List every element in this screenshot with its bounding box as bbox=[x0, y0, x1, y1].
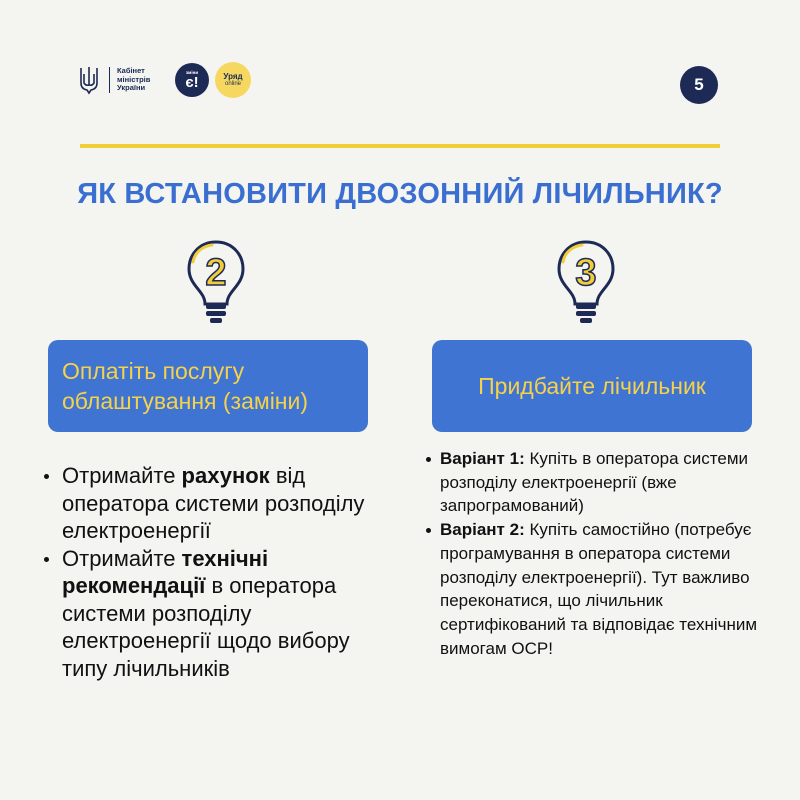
trident-icon bbox=[78, 65, 100, 95]
step-2-heading-line: облаштування (заміни) bbox=[62, 388, 309, 414]
list-item: Варіант 2: Купіть самостійно (потребує програмування в оператора системи розподілу електроенергії). Тут важливо переконатися, що лічильник сертифікований та відповідає технічним вимогам ОСР! bbox=[422, 518, 767, 660]
lightbulb-icon bbox=[184, 238, 248, 328]
step-2-list bbox=[38, 462, 378, 682]
step-3-heading-box bbox=[432, 340, 752, 432]
list-item: Отримайте рахунок від оператора системи розподілу електроенергії bbox=[38, 462, 378, 545]
uriad-online-logo: Уряд online bbox=[215, 62, 251, 98]
cabinet-logo-text: Кабінет міністрів України bbox=[117, 66, 151, 93]
list-item: Отримайте технічні рекомендації в оператора системи розподілу електроенергії щодо вибору типу лічильників bbox=[38, 545, 378, 683]
page-title: ЯК ВСТАНОВИТИ ДВОЗОННИЙ ЛІЧИЛЬНИК? bbox=[77, 178, 723, 210]
header-logos bbox=[78, 58, 251, 102]
zminy-logo: зміни є! bbox=[175, 63, 209, 97]
lightbulb-icon bbox=[554, 238, 618, 328]
step-2-heading-box bbox=[48, 340, 368, 432]
logo-divider bbox=[109, 67, 110, 93]
step-3-heading-line: Придбайте лічильник bbox=[478, 373, 706, 399]
svg-text:3: 3 bbox=[575, 252, 597, 294]
step-2-heading-line: Оплатіть послугу bbox=[62, 358, 245, 384]
svg-text:2: 2 bbox=[205, 252, 227, 294]
page-number-badge: 5 bbox=[680, 66, 718, 104]
list-item: Варіант 1: Купіть в оператора системи розподілу електроенергії (вже запрограмований) bbox=[422, 447, 767, 518]
yellow-divider bbox=[80, 144, 720, 148]
step-3-list bbox=[422, 447, 767, 660]
